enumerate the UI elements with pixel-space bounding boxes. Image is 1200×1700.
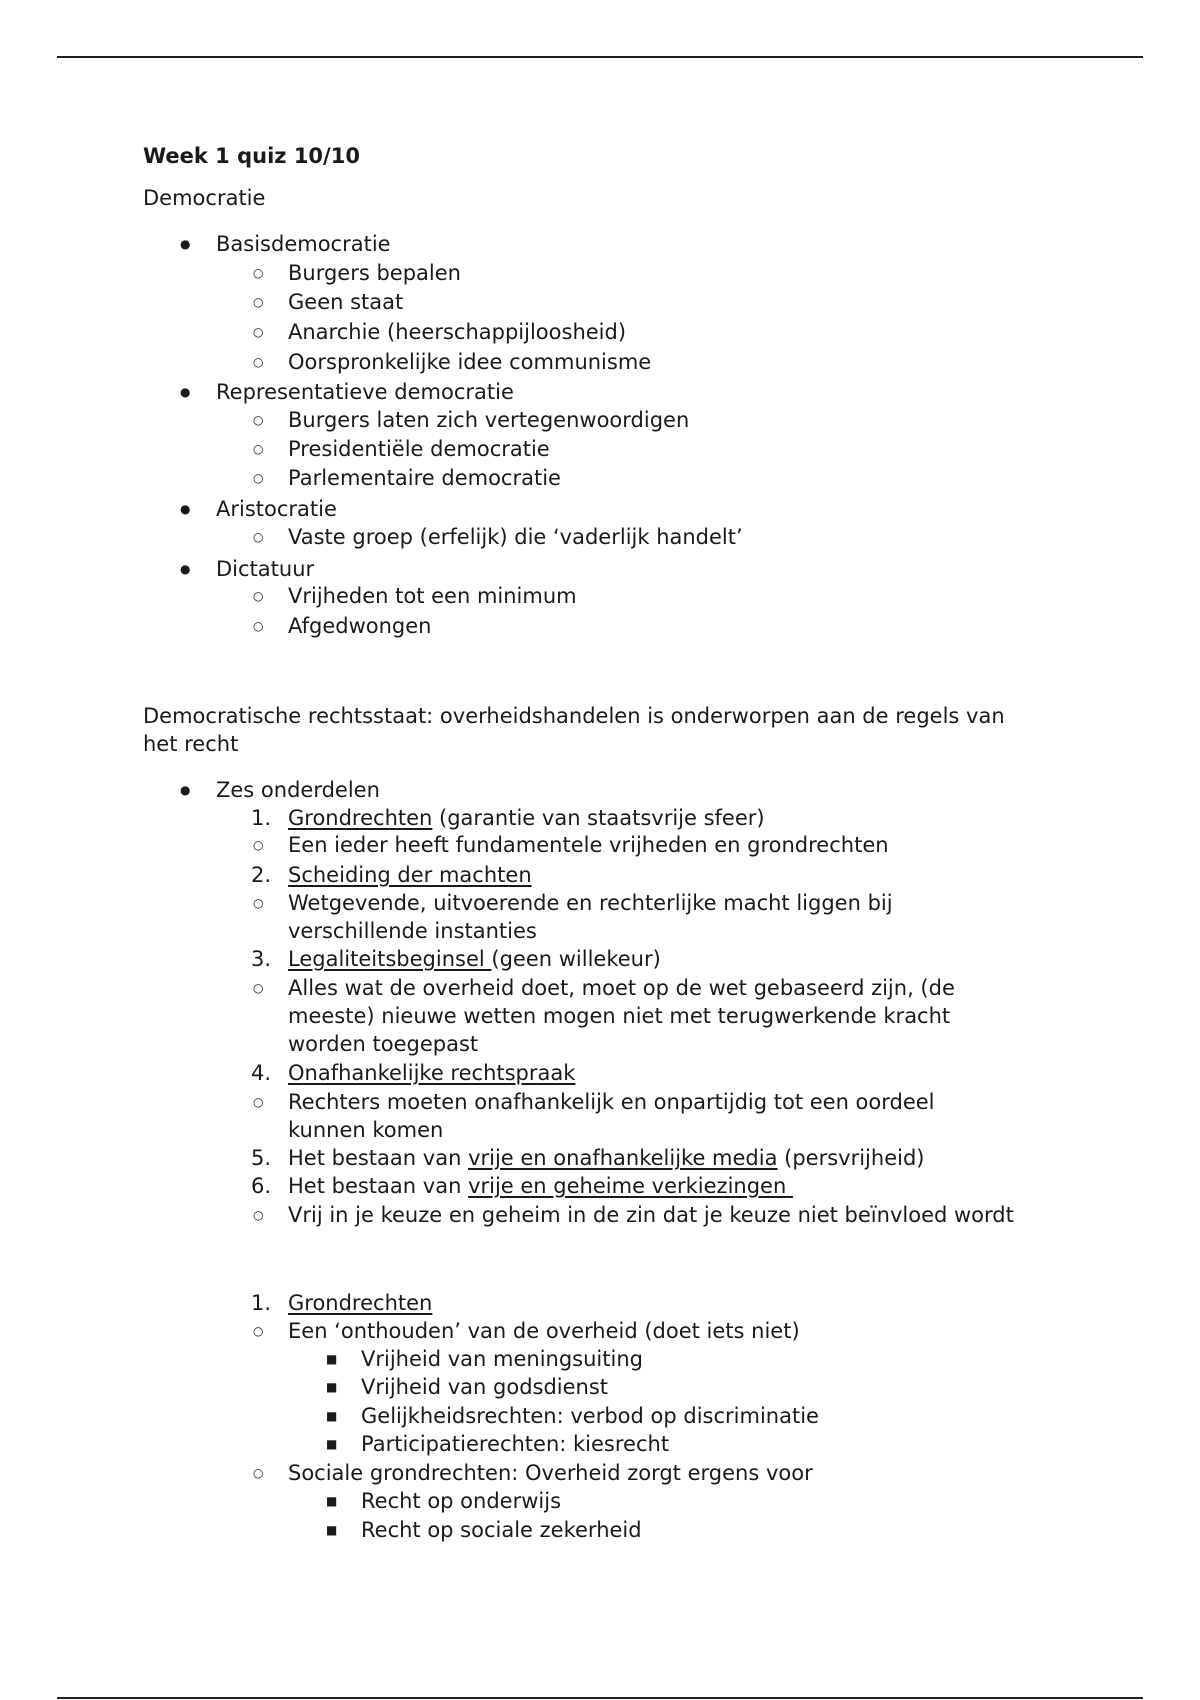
- bullet-circle: ○: [253, 838, 264, 852]
- list-number: 2.: [251, 863, 272, 887]
- bullet-disc: ●: [180, 237, 191, 251]
- bullet-circle: ○: [253, 442, 264, 456]
- list-number: 1.: [251, 1291, 272, 1315]
- bullet-square: ■: [326, 1494, 338, 1508]
- list-item: Afgedwongen: [288, 614, 432, 638]
- list-item: Parlementaire democratie: [288, 466, 561, 490]
- list-item: Dictatuur: [216, 557, 315, 581]
- list-item: Participatierechten: kiesrecht: [361, 1432, 670, 1456]
- list-item: Een ieder heeft fundamentele vrijheden en grondrechten: [288, 833, 889, 857]
- underlined-term: vrije en geheime verkiezingen: [468, 1174, 793, 1198]
- bottom-rule: [57, 1697, 1143, 1699]
- list-number: 6.: [251, 1174, 272, 1198]
- list-item: kunnen komen: [288, 1118, 444, 1142]
- list-item: Vrijheid van godsdienst: [361, 1375, 609, 1399]
- list-item: Grondrechten (garantie van staatsvrije sfeer): [288, 806, 765, 830]
- bullet-circle: ○: [253, 619, 264, 633]
- bullet-circle: ○: [253, 589, 264, 603]
- bullet-circle: ○: [253, 295, 264, 309]
- bullet-circle: ○: [253, 471, 264, 485]
- list-item: Alles wat de overheid doet, moet op de wet gebaseerd zijn, (de: [288, 976, 955, 1000]
- list-item: meeste) nieuwe wetten mogen niet met terugwerkende kracht: [288, 1004, 951, 1028]
- list-item: Geen staat: [288, 290, 404, 314]
- top-rule: [57, 56, 1143, 58]
- bullet-circle: ○: [253, 1095, 264, 1109]
- list-item: Vrij in je keuze en geheim in de zin dat je keuze niet beïnvloed wordt: [288, 1203, 1014, 1227]
- underlined-term: Scheiding der machten: [288, 863, 532, 887]
- bullet-square: ■: [326, 1352, 338, 1366]
- list-item: Het bestaan van vrije en geheime verkiezingen: [288, 1174, 793, 1198]
- bullet-disc: ●: [180, 385, 191, 399]
- bullet-square: ■: [326, 1437, 338, 1451]
- bullet-disc: ●: [180, 562, 191, 576]
- section-title-democratie: Democratie: [143, 186, 266, 210]
- list-item: Het bestaan van vrije en onafhankelijke media (persvrijheid): [288, 1146, 925, 1170]
- underlined-term: Grondrechten: [288, 806, 433, 830]
- list-item: Legaliteitsbeginsel (geen willekeur): [288, 947, 661, 971]
- list-item: Recht op onderwijs: [361, 1489, 562, 1513]
- bullet-circle: ○: [253, 530, 264, 544]
- list-number: 5.: [251, 1146, 272, 1170]
- bullet-circle: ○: [253, 266, 264, 280]
- bullet-square: ■: [326, 1409, 338, 1423]
- underlined-term: vrije en onafhankelijke media: [468, 1146, 778, 1170]
- list-number: 3.: [251, 947, 272, 971]
- bullet-circle: ○: [253, 1208, 264, 1222]
- list-item: Basisdemocratie: [216, 232, 391, 256]
- list-item: Vrijheid van meningsuiting: [361, 1347, 643, 1371]
- list-item: Oorspronkelijke idee communisme: [288, 350, 652, 374]
- list-item: Rechters moeten onafhankelijk en onpartijdig tot een oordeel: [288, 1090, 935, 1114]
- bullet-square: ■: [326, 1380, 338, 1394]
- bullet-circle: ○: [253, 1466, 264, 1480]
- list-item: Presidentiële democratie: [288, 437, 550, 461]
- list-item: Een ‘onthouden’ van de overheid (doet iets niet): [288, 1319, 800, 1343]
- bullet-circle: ○: [253, 896, 264, 910]
- list-item: Sociale grondrechten: Overheid zorgt ergens voor: [288, 1461, 813, 1485]
- bullet-circle: ○: [253, 325, 264, 339]
- paragraph-line: Democratische rechtsstaat: overheidshandelen is onderworpen aan de regels van: [143, 704, 1005, 728]
- list-item: Vaste groep (erfelijk) die ‘vaderlijk handelt’: [288, 525, 743, 549]
- bullet-square: ■: [326, 1523, 338, 1537]
- bullet-disc: ●: [180, 783, 191, 797]
- list-item: Representatieve democratie: [216, 380, 514, 404]
- bullet-circle: ○: [253, 1324, 264, 1338]
- underlined-term: Onafhankelijke rechtspraak: [288, 1061, 576, 1085]
- list-item: Anarchie (heerschappijloosheid): [288, 320, 627, 344]
- list-number: 1.: [251, 806, 272, 830]
- paragraph-line: het recht: [143, 732, 239, 756]
- list-item: verschillende instanties: [288, 919, 537, 943]
- bullet-circle: ○: [253, 981, 264, 995]
- bullet-disc: ●: [180, 502, 191, 516]
- list-item: Zes onderdelen: [216, 778, 380, 802]
- list-item: Burgers bepalen: [288, 261, 461, 285]
- page-title: Week 1 quiz 10/10: [143, 144, 360, 168]
- list-item: Vrijheden tot een minimum: [288, 584, 577, 608]
- list-item: Burgers laten zich vertegenwoordigen: [288, 408, 690, 432]
- list-item: Recht op sociale zekerheid: [361, 1518, 642, 1542]
- underlined-term: Grondrechten: [288, 1291, 433, 1315]
- list-item: Gelijkheidsrechten: verbod op discriminatie: [361, 1404, 819, 1428]
- underlined-term: Legaliteitsbeginsel: [288, 947, 492, 971]
- list-item: Wetgevende, uitvoerende en rechterlijke macht liggen bij: [288, 891, 893, 915]
- list-item: Aristocratie: [216, 497, 337, 521]
- bullet-circle: ○: [253, 413, 264, 427]
- list-item: worden toegepast: [288, 1032, 479, 1056]
- list-number: 4.: [251, 1061, 272, 1085]
- bullet-circle: ○: [253, 355, 264, 369]
